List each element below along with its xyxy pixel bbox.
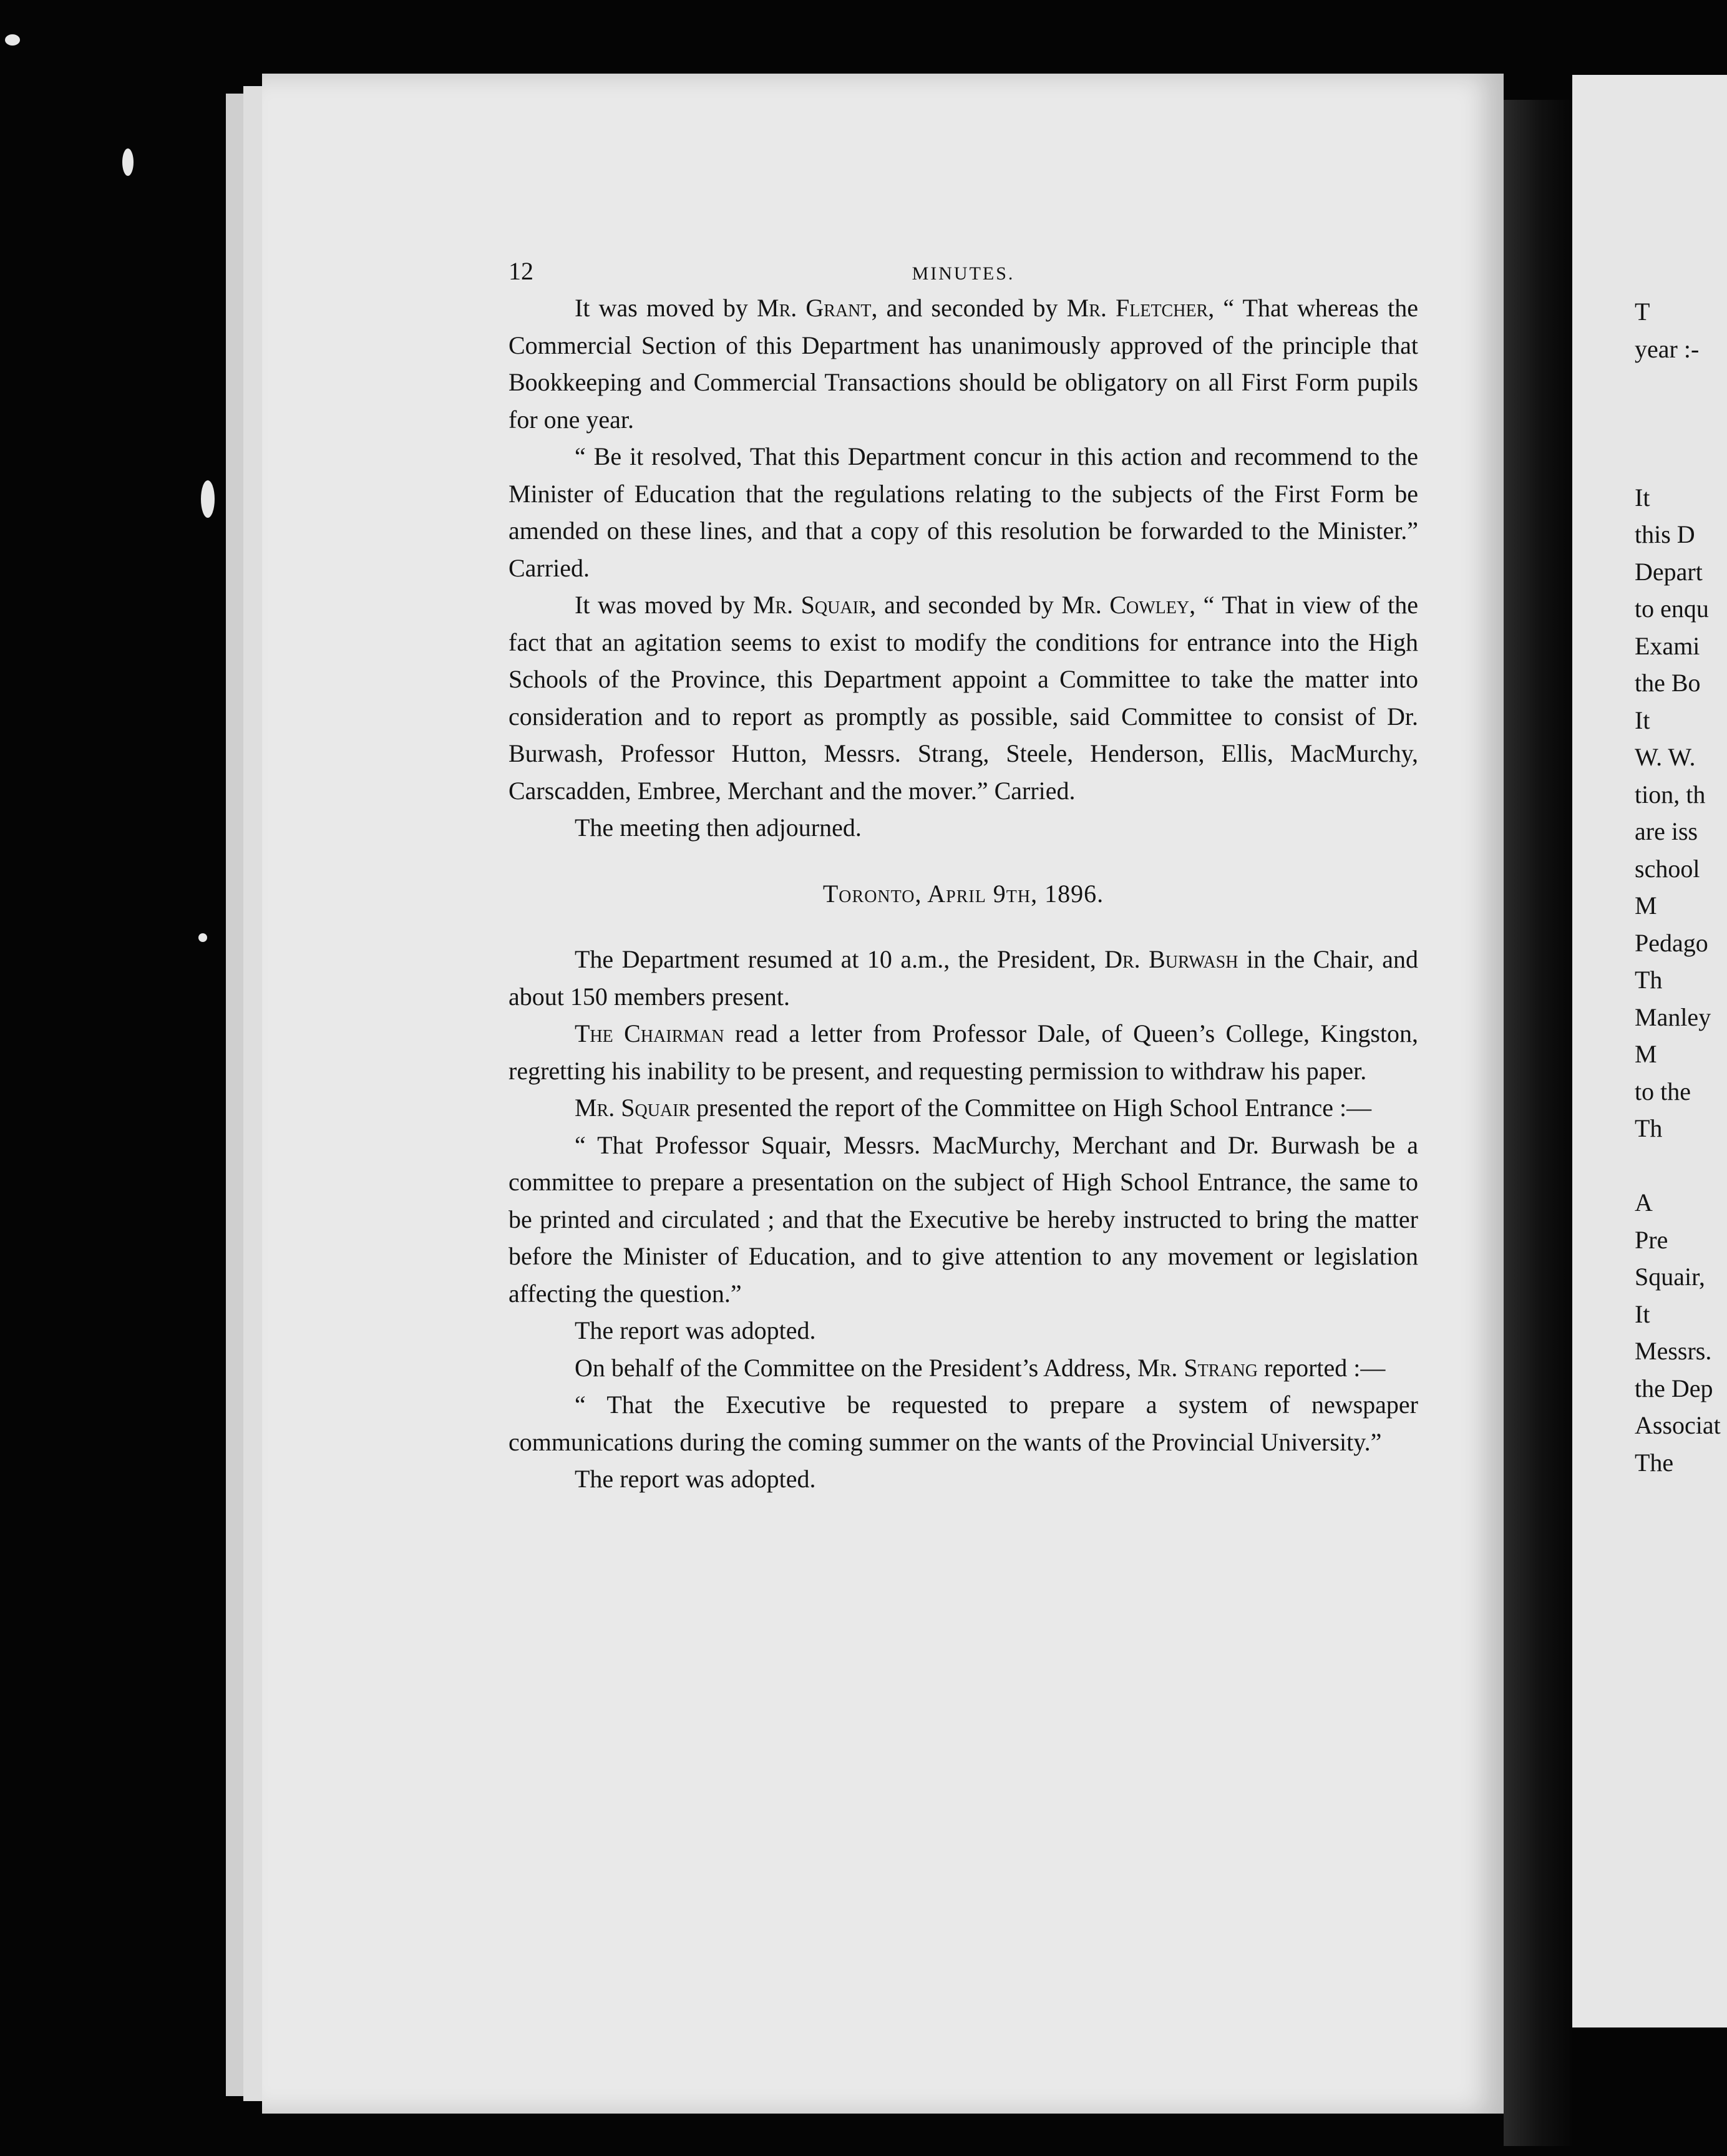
film-speck [201,480,215,518]
facing-page-text [1635,293,1727,1481]
paragraph-entrance-quote: “ That Professor Squair, Messrs. MacMurchy, Merchant and Dr. Burwash be a committee to prepare a presentation on the subject of High School Entrance, the same to be printed and circulated ; and that the Executive be hereby instructed to bring the matter before the Minister of Education, and to give attention to any movement or legislation affecting the question.” [508,1130,1418,1308]
facing-page-line: the Dep [1635,1374,1713,1402]
facing-page-line: Th [1635,1114,1663,1142]
book-gutter [1504,100,1572,2146]
mover-name: Mr. Squair [752,591,870,619]
seconder-name: Mr. Fletcher [1066,294,1209,322]
facing-page-line: A [1635,1188,1653,1216]
page-number: 12 [508,257,533,285]
paragraph-motion-squair: It was moved by Mr. Squair, and seconded by Mr. Cowley, “ That in view of the fact that an agitation seems to exist to modify the conditions for entrance into the High Schools of the Province, this Department appoint a Committee to take the matter into consideration and to report as promptly as possible, said Committee to consist of Dr. Burwash, Professor Hutton, Messrs. Strang, Steele, Henderson, Ellis, MacMurchy, Carscadden, Embree, Merchant and the mover.” Carried. [508,591,1418,805]
facing-page-line: It [1635,1299,1650,1328]
page-text-block [508,253,1418,1498]
facing-page-line: The [1635,1448,1674,1477]
facing-page-line: this D [1635,520,1695,548]
facing-page-line: are iss [1635,817,1698,845]
facing-page-line: M [1635,1040,1657,1068]
facing-page-line: Pedago [1635,928,1708,957]
film-speck [198,933,207,942]
facing-page-line: Pre [1635,1225,1668,1254]
paragraph-resolution: “ Be it resolved, That this Department concur in this action and recommend to the Minister of Education that the regulations relating to the subjects of the First Form be amended on these lines, and that a copy of this resolution be forwarded to the Minister.” Carried. [508,442,1418,582]
facing-page-line: Messrs. [1635,1337,1712,1365]
reporter-name: Mr. Strang [1137,1353,1258,1382]
facing-page-line: tion, th [1635,780,1706,808]
facing-page-line [1635,367,1727,405]
paragraph-resumed: The Department resumed at 10 a.m., the President, Dr. Burwash in the Chair, and about 150 members present. [508,945,1418,1011]
facing-page-line [1635,442,1727,479]
film-speck [5,34,20,46]
facing-page-line: to enqu [1635,595,1709,623]
facing-page-line: M [1635,891,1657,920]
facing-page-line [1635,1147,1727,1185]
facing-page-line: to the [1635,1077,1691,1105]
facing-page-line [1635,405,1727,442]
president-name: Dr. Burwash [1104,945,1238,973]
facing-page-line: Manley [1635,1003,1711,1031]
paragraph-adopted: The report was adopted. [575,1465,816,1493]
facing-page-line: year :- [1635,334,1700,363]
paragraph-address: On behalf of the Committee on the President’s Address, Mr. Strang reported :— [575,1353,1386,1382]
facing-page-line: the Bo [1635,669,1701,697]
running-head [508,253,1418,289]
paragraph-address-quote: “ That the Executive be requested to prepare a system of newspaper communications during the coming summer on the wants of the Provincial University.” [508,1391,1418,1456]
facing-page-line: Depart [1635,557,1703,586]
paragraph-adjourned: The meeting then adjourned. [575,813,862,842]
reporter-name: Mr. Squair [575,1094,691,1122]
facing-page-line: T [1635,298,1650,326]
film-speck [122,148,134,176]
facing-page-line: Squair, [1635,1263,1705,1291]
running-head-title: MINUTES. [912,263,1015,284]
facing-page-line: Exami [1635,631,1700,660]
paragraph-adopted: The report was adopted. [575,1316,816,1344]
chairman-label: The Chairman [575,1019,724,1047]
paragraph-report-entrance: Mr. Squair presented the report of the Committee on High School Entrance :— [575,1094,1372,1122]
paragraph-letter: The Chairman read a letter from Professor Dale, of Queen’s College, Kingston, regretting his inability to be present, and requesting permission to withdraw his paper. [508,1019,1419,1085]
paragraph-motion-grant: It was moved by Mr. Grant, and seconded by Mr. Fletcher, “ That whereas the Commercial Section of this Department has unanimously approved of the principle that Bookkeeping and Commercial Transactions should be obligatory on all First Form pupils for one year. [508,294,1418,434]
mover-name: Mr. Grant [757,294,872,322]
facing-page-line: school [1635,854,1700,883]
seconder-name: Mr. Cowley [1061,591,1190,619]
facing-page-line: It [1635,483,1650,512]
facing-page-line: It [1635,706,1650,734]
date-heading: Toronto, April 9th, 1896. [822,879,1104,908]
facing-page-line: Associat [1635,1411,1721,1439]
facing-page-line: Th [1635,966,1663,994]
facing-page-line: W. W. [1635,743,1696,771]
